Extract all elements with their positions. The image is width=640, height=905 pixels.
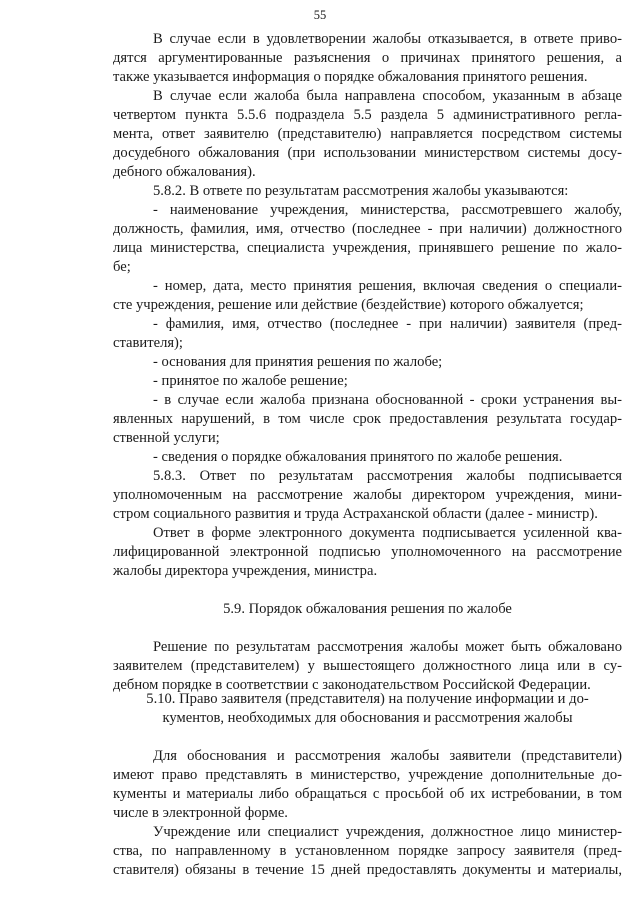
text-line: числе в электронной форме. bbox=[113, 805, 288, 821]
text-line: заявителем (представителем) у вышестоящего должностного лица или в су- bbox=[113, 658, 622, 674]
text-line: ставителя) обязаны в течение 15 дней предоставлять документы и материалы, bbox=[113, 862, 622, 878]
list-item: - в случае если жалоба признана обоснованной - сроки устранения вы- bbox=[153, 392, 622, 408]
text-line: бе; bbox=[113, 259, 131, 275]
text-line: также указывается информация о порядке обжалования принятого решения. bbox=[113, 69, 588, 85]
text-line: явленных нарушений, в том числе срок предоставления результата государ- bbox=[113, 411, 622, 427]
section-5-9-heading: 5.9. Порядок обжалования решения по жалобе bbox=[223, 601, 512, 617]
text-line: Решение по результатам рассмотрения жалобы может быть обжаловано bbox=[153, 639, 622, 655]
list-item: - основания для принятия решения по жалобе; bbox=[153, 354, 443, 370]
heading-line: 5.10. Право заявителя (представителя) на получение информации и до- bbox=[146, 691, 589, 707]
text-line: лифицированной электронной подписью уполномоченного на рассмотрение bbox=[113, 544, 622, 560]
text-line: имеют право представлять в министерство, учреждение дополнительные до- bbox=[113, 767, 622, 783]
text-line: четвертом пункта 5.5.6 подраздела 5.5 раздела 5 административного регла- bbox=[113, 107, 622, 123]
text-line: сте учреждения, решение или действие (бездействие) которого обжалуется; bbox=[113, 297, 584, 313]
heading-line: кументов, необходимых для обоснования и рассмотрения жалобы bbox=[162, 710, 573, 726]
text-line: ства, по направленному в установленном порядке запросу заявителя (пред- bbox=[113, 843, 622, 859]
list-item: - фамилия, имя, отчество (последнее - при наличии) заявителя (пред- bbox=[153, 316, 622, 332]
text-line: дебного обжалования). bbox=[113, 164, 256, 180]
text-line: мента, ответ заявителю (представителю) направляется посредством системы bbox=[113, 126, 622, 142]
text-line: Учреждение или специалист учреждения, должностное лицо министер- bbox=[153, 824, 622, 840]
list-item: - наименование учреждения, министерства, рассмотревшего жалобу, bbox=[153, 202, 622, 218]
text-line: В случае если в удовлетворении жалобы отказывается, в ответе приво- bbox=[153, 31, 622, 47]
text-line: лица министерства, специалиста учреждения, принявшего решение по жало- bbox=[113, 240, 622, 256]
list-item: - сведения о порядке обжалования принятого по жалобе решения. bbox=[153, 449, 563, 465]
list-item: - принятое по жалобе решение; bbox=[153, 373, 348, 389]
text-line: кументы и материалы либо обращаться с просьбой об их истребовании, в том bbox=[113, 786, 622, 802]
text-line: стром социального развития и труда Астраханской области (далее - министр). bbox=[113, 506, 598, 522]
text-line: уполномоченным на рассмотрение жалобы директором учреждения, мини- bbox=[113, 487, 622, 503]
text-line: должность, фамилия, имя, отчество (последнее - при наличии) должностного bbox=[113, 221, 622, 237]
text-line: дебном порядке в соответствии с законодательством Российской Федерации. bbox=[113, 677, 591, 693]
text-line: Ответ в форме электронного документа подписывается усиленной ква- bbox=[153, 525, 622, 541]
text-line: В случае если жалоба была направлена способом, указанным в абзаце bbox=[153, 88, 622, 104]
text-line: Для обоснования и рассмотрения жалобы заявители (представители) bbox=[153, 748, 622, 764]
page-number: 55 bbox=[313, 8, 327, 22]
text-line: дятся аргументированные разъяснения о причинах принятого решения, а bbox=[113, 50, 622, 66]
text-line: ственной услуги; bbox=[113, 430, 220, 446]
subsection-5-8-3-heading: 5.8.3. Ответ по результатам рассмотрения жалобы подписывается bbox=[153, 468, 622, 484]
list-item: - номер, дата, место принятия решения, включая сведения о специали- bbox=[153, 278, 622, 294]
text-line: досудебного обжалования (при использовании министерством системы досу- bbox=[113, 145, 622, 161]
text-line: ставителя); bbox=[113, 335, 183, 351]
text-line: жалобы директора учреждения, министра. bbox=[113, 563, 378, 579]
subsection-5-8-2-heading: 5.8.2. В ответе по результатам рассмотрения жалобы указываются: bbox=[153, 183, 569, 199]
